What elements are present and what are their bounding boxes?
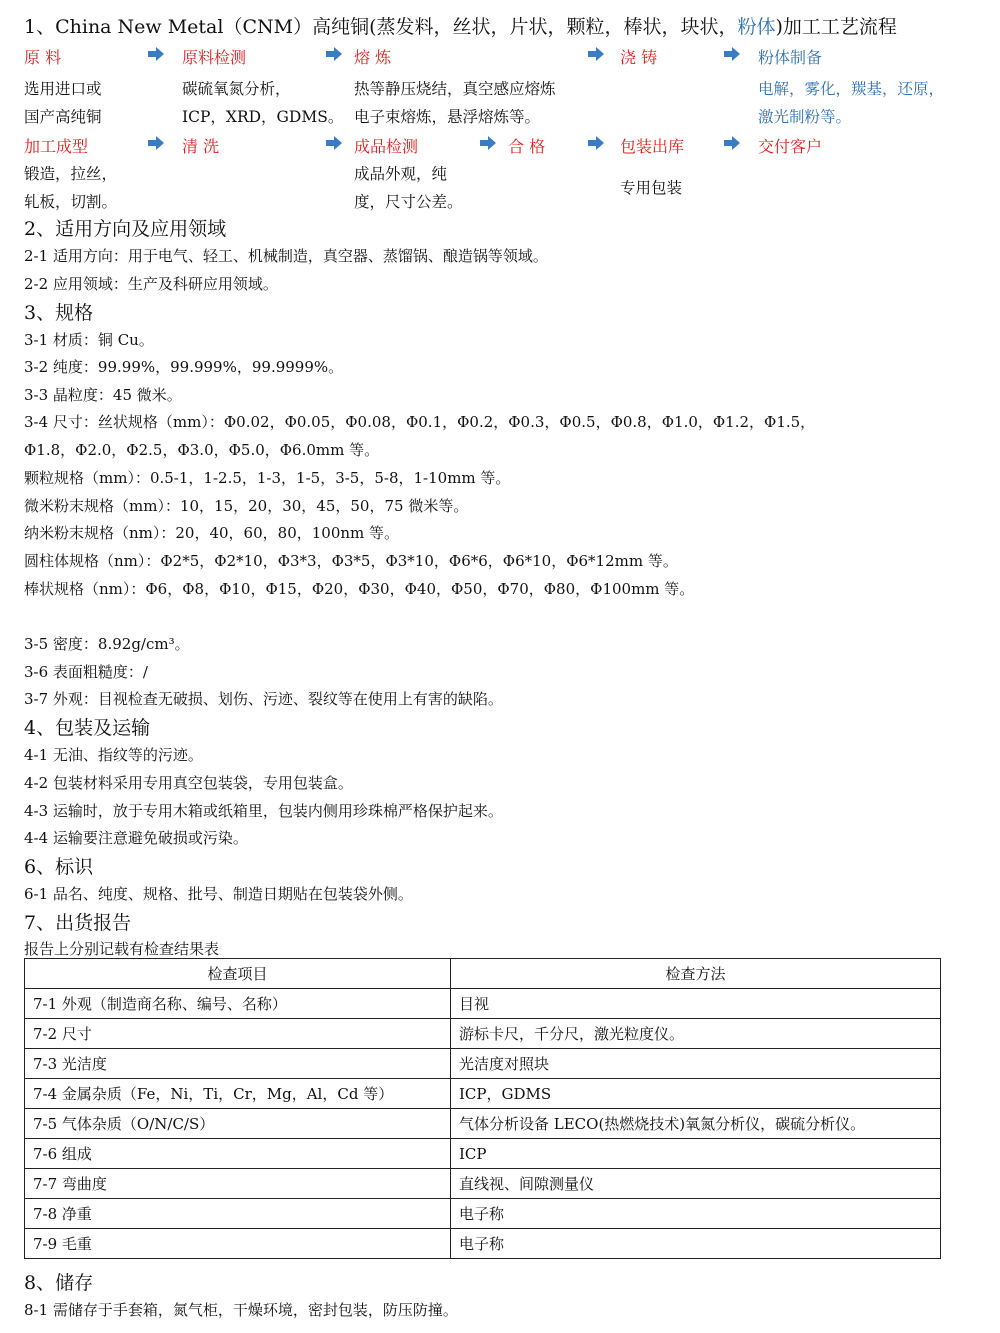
inspection-table: [24, 958, 941, 1259]
flow-step-delivery: 交付客户: [758, 137, 823, 156]
col-header-item: 检查项目: [25, 959, 451, 989]
line-4-4: 4-4 运输要注意避免破损或污染。: [24, 829, 248, 847]
title-post: )加工工艺流程: [775, 16, 897, 38]
line-3-6: 3-6 表面粗糙度：/: [24, 663, 148, 681]
line-3-1: 3-1 材质：铜 Cu。: [24, 331, 154, 349]
flow-desc-inspection-1: 碳硫氧氮分析，: [182, 80, 291, 98]
flow-step-forming: 加工成型: [24, 137, 89, 156]
flow-step-casting: 浇 铸: [620, 48, 658, 67]
line-nano-spec: 纳米粉末规格（nm）：20，40，60，80，100nm 等。: [24, 524, 400, 542]
cell-item: 7-4 金属杂质（Fe，Ni，Ti，Cr，Mg，Al，Cd 等）: [25, 1079, 451, 1109]
line-rod-spec: 棒状规格（nm）：Φ6，Φ8，Φ10，Φ15，Φ20，Φ30，Φ40，Φ50，Φ70，Φ80，Φ100mm 等。: [24, 580, 695, 598]
flow-desc-smelting-1: 热等静压烧结，真空感应熔炼: [354, 80, 556, 98]
flow-step-packing: 包装出库: [620, 137, 685, 156]
flow-desc-raw-2: 国产高纯铜: [24, 108, 102, 126]
section-8-heading: 8、储存: [24, 1272, 94, 1294]
line-3-4: 3-4 尺寸：丝状规格（mm）：Φ0.02，Φ0.05，Φ0.08，Φ0.1，Φ0.2，Φ0.3，Φ0.5，Φ0.8，Φ1.0，Φ1.2，Φ1.5，: [24, 413, 816, 431]
line-6-1: 6-1 品名、纯度、规格、批号、制造日期贴在包装袋外侧。: [24, 885, 413, 903]
line-4-2: 4-2 包装材料采用专用真空包装袋，专用包装盒。: [24, 774, 353, 792]
table-row: [25, 1139, 941, 1169]
section-6-heading: 6、标识: [24, 856, 94, 878]
flow-desc-forming-1: 锻造，拉丝，: [24, 165, 118, 183]
table-row: [25, 1079, 941, 1109]
cell-method: 光洁度对照块: [451, 1049, 941, 1079]
cell-item: 7-1 外观（制造商名称、编号、名称）: [25, 989, 451, 1019]
cell-method: 电子称: [451, 1229, 941, 1259]
col-header-method: 检查方法: [451, 959, 941, 989]
section-4-heading: 4、包装及运输: [24, 717, 151, 739]
table-row: [25, 1049, 941, 1079]
flow-step-qualified: 合 格: [508, 137, 546, 156]
table-header-row: [25, 959, 941, 989]
title-highlight: 粉体: [737, 16, 776, 38]
cell-item: 7-5 气体杂质（O/N/C/S）: [25, 1109, 451, 1139]
flow-desc-smelting-2: 电子束熔炼，悬浮熔炼等。: [354, 108, 541, 126]
table-row: [25, 1019, 941, 1049]
flow-step-smelting: 熔 炼: [354, 48, 392, 67]
line-3-5: 3-5 密度：8.92g/cm³。: [24, 635, 190, 653]
line-micron-spec: 微米粉末规格（mm）：10，15，20，30，45，50，75 微米等。: [24, 497, 469, 515]
table-row: [25, 1199, 941, 1229]
cell-method: 游标卡尺，千分尺，激光粒度仪。: [451, 1019, 941, 1049]
flow-desc-product-1: 成品外观，纯: [354, 165, 448, 183]
arrow-right-icon: [326, 47, 342, 61]
flow-step-raw-material: 原 料: [24, 48, 62, 67]
line-3-4-cont: Φ1.8，Φ2.0，Φ2.5，Φ3.0，Φ5.0，Φ6.0mm 等。: [24, 441, 380, 459]
flow-desc-packing: 专用包装: [620, 179, 683, 197]
cell-method: ICP: [451, 1139, 941, 1169]
cell-method: ICP，GDMS: [451, 1079, 941, 1109]
cell-item: 7-7 弯曲度: [25, 1169, 451, 1199]
flow-desc-powder-2: 激光制粉等。: [758, 108, 852, 126]
page-title: [24, 12, 897, 39]
flow-desc-powder-1: 电解，雾化，羰基，还原，: [758, 80, 945, 98]
line-granule-spec: 颗粒规格（mm）：0.5-1，1-2.5，1-3，1-5，3-5，5-8，1-10mm 等。: [24, 469, 511, 487]
arrow-right-icon: [724, 136, 740, 150]
cell-item: 7-6 组成: [25, 1139, 451, 1169]
cell-item: 7-9 毛重: [25, 1229, 451, 1259]
flow-step-powder: 粉体制备: [758, 48, 823, 67]
table-row: [25, 1169, 941, 1199]
line-2-1: 2-1 适用方向：用于电气、轻工、机械制造，真空器、蒸馏锅、酿造锅等领域。: [24, 247, 548, 265]
line-3-3: 3-3 晶粒度：45 微米。: [24, 386, 182, 404]
line-8-1: 8-1 需储存于手套箱，氮气柜，干燥环境，密封包装，防压防撞。: [24, 1301, 458, 1319]
section-7-heading: 7、出货报告: [24, 912, 132, 934]
cell-method: 气体分析设备 LECO(热燃烧技术)氧氮分析仪，碳硫分析仪。: [451, 1109, 941, 1139]
line-cylinder-spec: 圆柱体规格（nm）：Φ2*5，Φ2*10，Φ3*3，Φ3*5，Φ3*10，Φ6*6，Φ6*10，Φ6*12mm 等。: [24, 552, 678, 570]
section-2-heading: 2、适用方向及应用领域: [24, 218, 227, 240]
arrow-right-icon: [480, 136, 496, 150]
table-row: [25, 989, 941, 1019]
table-row: [25, 1109, 941, 1139]
arrow-right-icon: [588, 136, 604, 150]
cell-method: 目视: [451, 989, 941, 1019]
arrow-right-icon: [326, 136, 342, 150]
cell-item: 7-3 光洁度: [25, 1049, 451, 1079]
cell-item: 7-8 净重: [25, 1199, 451, 1229]
line-4-3: 4-3 运输时，放于专用木箱或纸箱里，包装内侧用珍珠棉严格保护起来。: [24, 802, 503, 820]
line-2-2: 2-2 应用领域：生产及科研应用领域。: [24, 275, 278, 293]
arrow-right-icon: [588, 47, 604, 61]
flow-step-raw-inspection: 原料检测: [182, 48, 247, 67]
cell-method: 直线视、间隙测量仪: [451, 1169, 941, 1199]
arrow-right-icon: [148, 136, 164, 150]
flow-desc-product-2: 度，尺寸公差。: [354, 193, 463, 211]
arrow-right-icon: [148, 47, 164, 61]
line-4-1: 4-1 无油、指纹等的污迹。: [24, 746, 203, 764]
flow-desc-raw-1: 选用进口或: [24, 80, 102, 98]
arrow-right-icon: [724, 47, 740, 61]
cell-item: 7-2 尺寸: [25, 1019, 451, 1049]
cell-method: 电子称: [451, 1199, 941, 1229]
line-3-2: 3-2 纯度：99.99%，99.999%，99.9999%。: [24, 358, 344, 376]
flow-desc-forming-2: 轧板，切割。: [24, 193, 118, 211]
flow-step-product-inspection: 成品检测: [354, 137, 419, 156]
flow-step-cleaning: 清 洗: [182, 137, 220, 156]
report-intro: 报告上分别记载有检查结果表: [24, 940, 220, 958]
line-3-7: 3-7 外观：目视检查无破损、划伤、污迹、裂纹等在使用上有害的缺陷。: [24, 690, 503, 708]
title-pre: 1、China New Metal（CNM）高纯铜(蒸发料，丝状，片状，颗粒，棒状，块状，: [24, 16, 738, 38]
table-row: [25, 1229, 941, 1259]
section-3-heading: 3、规格: [24, 302, 94, 324]
flow-desc-inspection-2: ICP，XRD，GDMS。: [182, 108, 344, 126]
